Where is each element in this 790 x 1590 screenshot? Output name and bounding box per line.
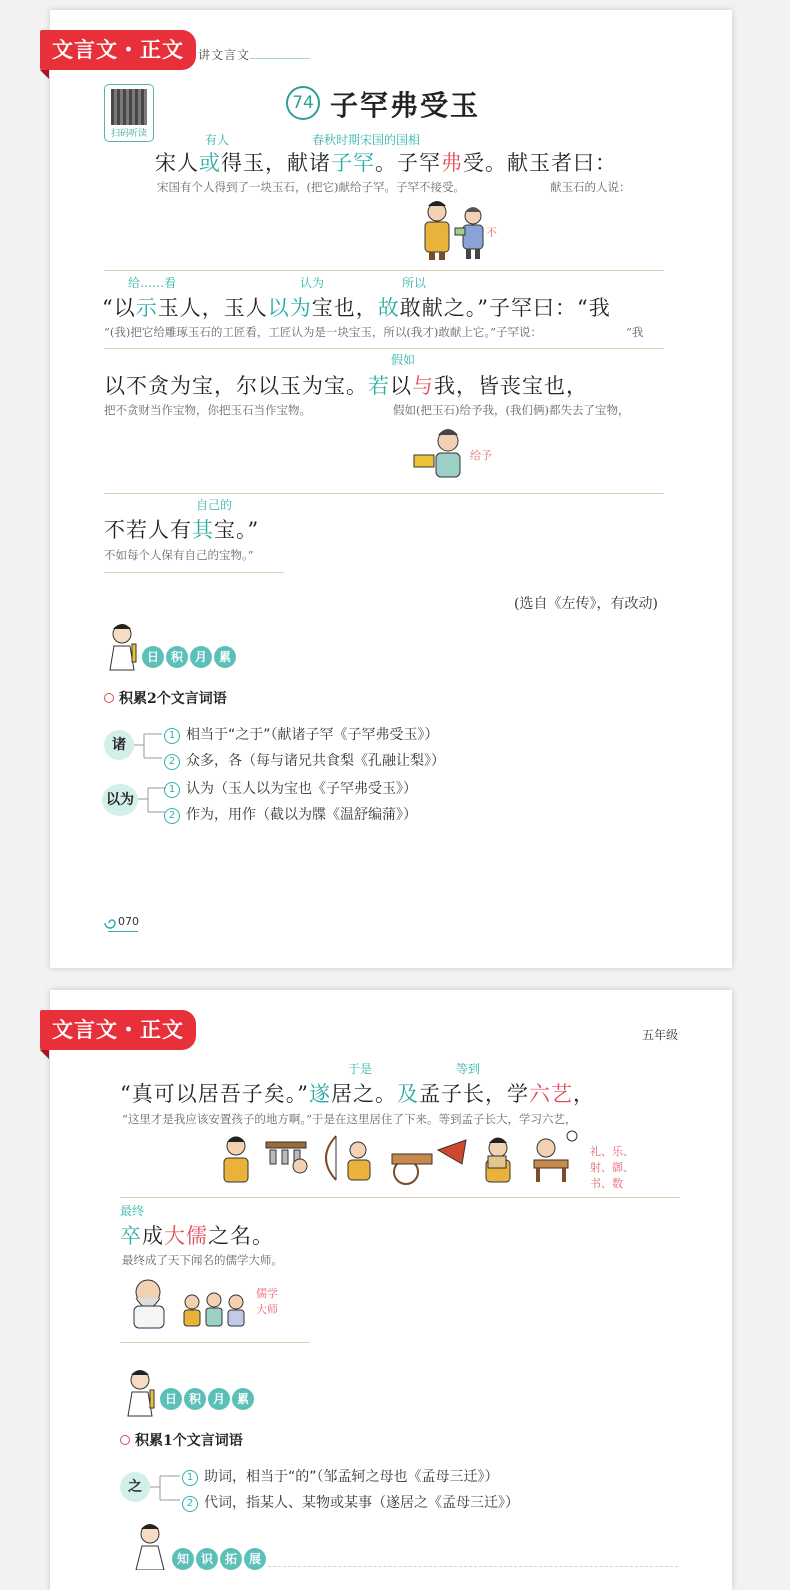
highlighted-word: 六艺: [528, 1082, 573, 1106]
lesson-number: 74: [286, 86, 320, 120]
badge-char: 积: [184, 1388, 206, 1410]
page-number-rule: [108, 931, 138, 932]
divider: [104, 270, 664, 271]
highlighted-word: 卒: [120, 1224, 142, 1248]
badge-char: 拓: [220, 1548, 242, 1570]
badge-char: 日: [142, 646, 164, 668]
def-number: 1: [182, 1470, 198, 1486]
text-segment: 成: [142, 1224, 164, 1248]
note-sui: 于是: [348, 1062, 373, 1076]
highlighted-word: 遂: [308, 1082, 331, 1106]
section-title: [104, 688, 227, 708]
divider: [120, 1197, 680, 1198]
vocab-def: [164, 750, 445, 770]
translation-line-2: “(我)把它给雕琢玉石的工匠看，工匠认为是一块宝玉，所以(我才)敢献上它。”子罕说：: [104, 325, 542, 339]
note-huo: 有人: [205, 133, 230, 147]
qr-code[interactable]: [104, 84, 154, 142]
badge-char: 日: [160, 1388, 182, 1410]
text-line-3: [104, 370, 588, 400]
translation-line-3: 把不贪财当作宝物，你把玉石当作宝物。: [104, 403, 311, 417]
divider: [104, 572, 284, 573]
text-line-1: [155, 147, 617, 177]
text-segment: ，: [572, 1082, 595, 1106]
circle-icon: [104, 693, 114, 703]
text-segment: 以: [390, 374, 412, 398]
text-segment: 玉人，玉人: [157, 296, 268, 320]
highlighted-word: 或: [199, 151, 221, 175]
badge-char: 累: [214, 646, 236, 668]
text-segment: 受。献玉者曰：: [463, 151, 617, 175]
dashed-divider: [268, 1566, 678, 1567]
page-070: [50, 10, 732, 968]
section-tag: 文言文・正文: [40, 30, 196, 70]
translation-line-1: 宋国有个人得到了一块玉石，(把它)献给子罕。子罕不接受。: [157, 180, 465, 194]
text-line-5: [120, 1078, 595, 1108]
translation-line-5: “这里才是我应该安置孩子的地方啊。”于是在这里居住了下来。等到孟子长大，学习六艺，: [122, 1112, 577, 1126]
highlighted-word: 子罕: [331, 151, 375, 175]
scholar-icon: [120, 1366, 160, 1418]
vocab-def: [164, 804, 417, 824]
image-note-jiyu: 给予: [470, 449, 492, 462]
text-segment: 宋人: [155, 151, 199, 175]
bracket-connector: [150, 1470, 182, 1506]
translation-line-3b: 假如(把玉石)给予我，(我们俩)都失去了宝物，: [393, 403, 630, 417]
note-yiwei: 认为: [300, 276, 325, 290]
text-line-6: [120, 1220, 274, 1250]
section-tag: 文言文・正文: [40, 1010, 196, 1050]
badge-char: 累: [232, 1388, 254, 1410]
def-text: 作为，用作（截以为牒《温舒编蒲》）: [186, 807, 417, 823]
badge-riji-yuelei: [142, 646, 236, 668]
note-ruo: 假如: [391, 353, 416, 367]
vocab-word: 以为: [102, 784, 138, 816]
def-text: 认为（玉人以为宝也《子罕弗受玉》）: [186, 781, 417, 797]
text-segment: 敢献之。”子罕曰：“我: [399, 296, 611, 320]
text-segment: “真可以居吾子矣。”: [120, 1082, 309, 1106]
badge-char: 积: [166, 646, 188, 668]
vocab-def: [164, 778, 417, 798]
grade-label: 五年级: [642, 1028, 679, 1042]
illustration-refusing-jade: [415, 198, 495, 264]
qr-caption: 扫码听读: [110, 129, 147, 139]
def-number: 2: [164, 754, 180, 770]
text-segment: “以: [102, 296, 136, 320]
def-number: 1: [164, 728, 180, 744]
highlighted-word: 故: [377, 296, 400, 320]
divider: [104, 493, 664, 494]
badge-riji-yuelei: [160, 1388, 254, 1410]
translation-line-6: 最终成了天下闻名的儒学大师。: [122, 1253, 283, 1267]
illustration-six-arts: [216, 1130, 586, 1188]
translation-line-2b: “我: [626, 325, 644, 339]
translation-line-4: 不如每个人保有自己的宝物。”: [104, 548, 254, 562]
badge-char: 月: [208, 1388, 230, 1410]
note-gu: 所以: [402, 276, 427, 290]
image-note-ruxue: 儒学大师: [256, 1287, 278, 1316]
scholar-icon: [102, 620, 142, 672]
highlighted-word: 弗: [441, 151, 463, 175]
page-number: 070: [118, 915, 139, 928]
badge-char: 识: [196, 1548, 218, 1570]
text-segment: 以不贪为宝，尔以玉为宝。: [104, 374, 368, 398]
illustration-giving-jade: [410, 425, 468, 483]
image-note-liuyi: 礼、乐、射、御、书、数: [590, 1145, 634, 1190]
highlighted-word: 与: [412, 374, 434, 398]
highlighted-word: 大儒: [164, 1224, 208, 1248]
highlighted-word: 及: [396, 1082, 419, 1106]
text-segment: 我，皆丧宝也，: [434, 374, 588, 398]
bracket-connector: [134, 728, 164, 764]
highlighted-word: 其: [192, 518, 214, 542]
text-segment: 不若人有: [104, 518, 192, 542]
wave-icon: [102, 916, 118, 930]
vocab-def: [182, 1466, 499, 1486]
translation-line-1b: 献玉石的人说：: [550, 180, 631, 194]
scholar-icon: [128, 1520, 168, 1570]
highlighted-word: 以为: [267, 296, 312, 320]
def-number: 2: [164, 808, 180, 824]
text-line-2: [102, 292, 611, 322]
text-segment: 居之。: [330, 1082, 397, 1106]
divider: [104, 348, 664, 349]
vocab-def: [164, 724, 439, 744]
source-citation: (选自《左传》，有改动): [514, 596, 658, 612]
text-segment: 。子罕: [375, 151, 441, 175]
section-title-text: 积累1个文言词语: [135, 1433, 243, 1449]
badge-char: 月: [190, 646, 212, 668]
vocab-word: 之: [120, 1472, 150, 1502]
text-segment: 宝也，: [311, 296, 378, 320]
def-text: 众多，各（每与诸兄共食梨《孔融让梨》）: [186, 753, 445, 769]
image-note-bu: 不: [486, 226, 497, 239]
vocab-word: 诸: [104, 730, 134, 760]
def-text: 助词，相当于“的”（邹孟轲之母也《孟母三迁》）: [204, 1469, 499, 1485]
note-zu: 最终: [120, 1204, 145, 1218]
def-number: 2: [182, 1496, 198, 1512]
def-text: 相当于“之于”（献诸子罕《子罕弗受玉》）: [186, 727, 439, 743]
text-segment: 得玉，献诸: [221, 151, 331, 175]
note-zihan: 春秋时期宋国的国相: [312, 133, 421, 147]
circle-icon: [120, 1435, 130, 1445]
header-divider: [250, 58, 310, 59]
text-segment: 宝。”: [214, 518, 260, 542]
def-number: 1: [164, 782, 180, 798]
header-text: 讲文言文: [198, 48, 251, 62]
note-shi: 给……看: [128, 276, 177, 290]
def-text: 代词，指某人、某物或某事（遂居之《孟母三迁》）: [204, 1495, 519, 1511]
note-qi: 自己的: [196, 498, 233, 512]
vocab-def: [182, 1492, 519, 1512]
qr-pattern: [111, 89, 147, 125]
badge-zhishi-tuozhan: [172, 1548, 266, 1570]
text-segment: 之名。: [208, 1224, 274, 1248]
divider: [120, 1342, 310, 1343]
text-line-4: [104, 514, 259, 544]
highlighted-word: 示: [135, 296, 158, 320]
lesson-title: 子罕弗受玉: [330, 89, 481, 122]
highlighted-word: 若: [368, 374, 390, 398]
page-071: [50, 990, 732, 1590]
illustration-confucian-master: [122, 1274, 252, 1330]
section-title: [120, 1430, 243, 1450]
note-ji: 等到: [456, 1062, 481, 1076]
badge-char: 知: [172, 1548, 194, 1570]
section-title-text: 积累2个文言词语: [119, 691, 227, 707]
text-segment: 孟子长，学: [418, 1082, 529, 1106]
badge-char: 展: [244, 1548, 266, 1570]
